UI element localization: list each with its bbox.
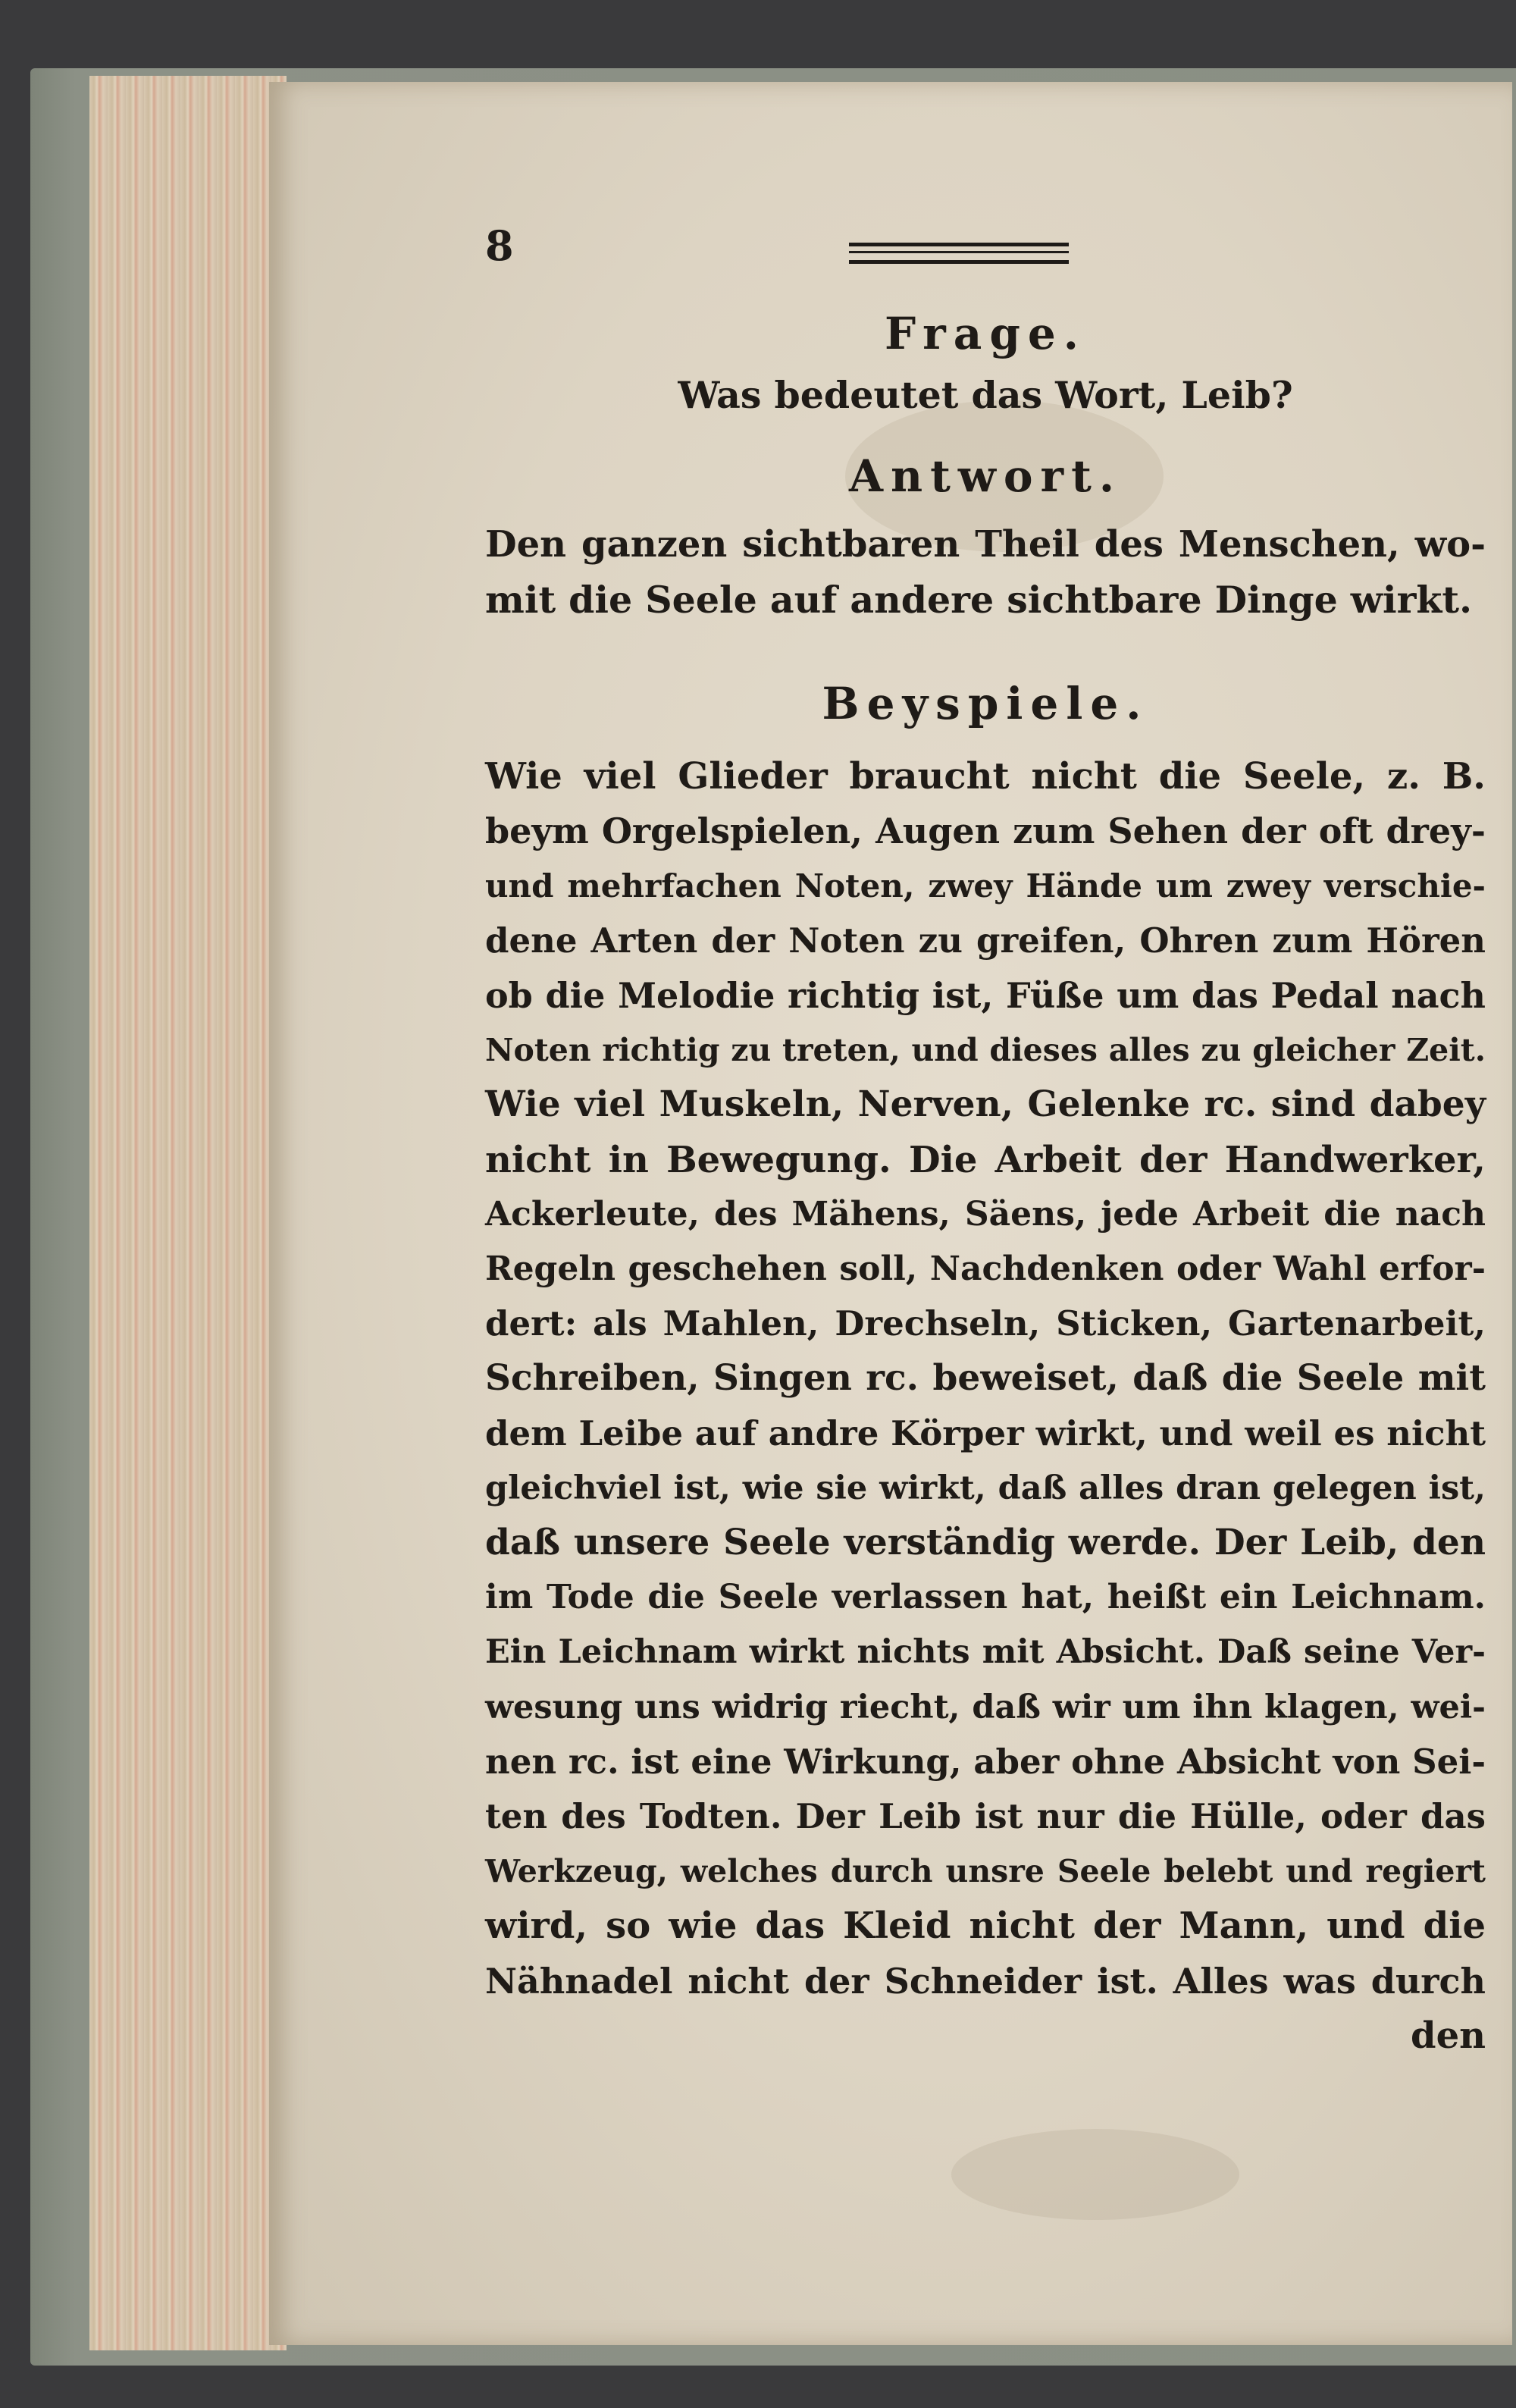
answer-line: mit die Seele auf andere sichtbare Dinge wirkt.	[485, 578, 1473, 622]
page-header	[485, 221, 1281, 282]
text-line: daß unsere Seele verständig werde. Der Leib, den	[485, 1522, 1486, 1564]
text-line: nen rc. ist eine Wirkung, aber ohne Absicht von Sei-	[485, 1741, 1486, 1782]
text-line: wird, so wie das Kleid nicht der Mann, und die	[485, 1905, 1486, 1948]
page-text	[485, 303, 1486, 2063]
text-line: ten des Todten. Der Leib ist nur die Hülle, oder das	[485, 1796, 1486, 1837]
text-line: ob die Melodie richtig ist, Füße um das Pedal nach	[485, 975, 1486, 1017]
text-line: Wie viel Glieder braucht nicht die Seele, z. B.	[485, 755, 1486, 798]
text-line: Schreiben, Singen rc. beweiset, daß die Seele mit	[485, 1357, 1486, 1400]
examples-body	[485, 749, 1486, 2063]
question-text: Was bedeutet das Wort, Leib?	[678, 373, 1293, 417]
text-line: Ackerleute, des Mähens, Säens, jede Arbeit die nach	[485, 1194, 1486, 1234]
text-line: dert: als Mahlen, Drechseln, Sticken, Gartenarbeit,	[485, 1303, 1486, 1344]
text-line: Nähnadel nicht der Schneider ist. Alles was durch	[485, 1960, 1486, 2002]
answer-heading: Antwort.	[848, 450, 1123, 502]
catchword: den	[1411, 2014, 1486, 2057]
text-line: Ein Leichnam wirkt nichts mit Absicht. Daß seine Ver-	[485, 1633, 1486, 1672]
answer-text	[485, 517, 1486, 628]
text-line: Regeln geschehen soll, Nachdenken oder Wahl erfor-	[485, 1249, 1486, 1289]
text-line: und mehrfachen Noten, zwey Hände um zwey verschie-	[485, 867, 1486, 905]
page-stack-edge	[89, 76, 287, 2350]
bleed-through-smudge	[951, 2129, 1239, 2220]
text-line: beym Orgelspielen, Augen zum Sehen der oft drey-	[485, 811, 1486, 852]
question-heading: Frage.	[885, 308, 1086, 359]
examples-heading: Beyspiele.	[822, 678, 1149, 730]
text-line: im Tode die Seele verlassen hat, heißt ein Leichnam.	[485, 1578, 1486, 1617]
header-rule	[849, 243, 1069, 264]
page-number: 8	[485, 221, 514, 270]
text-line: Werkzeug, welches durch unsre Seele belebt und regiert	[485, 1853, 1486, 1890]
text-line: dem Leibe auf andre Körper wirkt, und weil es nicht	[485, 1413, 1486, 1453]
text-line: nicht in Bewegung. Die Arbeit der Handwerker,	[485, 1138, 1486, 1181]
text-line: dene Arten der Noten zu greifen, Ohren zum Hören	[485, 920, 1486, 961]
text-line: Wie viel Muskeln, Nerven, Gelenke rc. sind dabey	[485, 1083, 1486, 1126]
answer-line: Den ganzen sichtbaren Theil des Menschen, wo-	[485, 523, 1486, 566]
text-line: Noten richtig zu treten, und dieses alles zu gleicher Zeit.	[485, 1032, 1486, 1069]
text-line: gleichviel ist, wie sie wirkt, daß alles dran gelegen ist,	[485, 1469, 1486, 1507]
text-line: wesung uns widrig riecht, daß wir um ihn klagen, wei-	[485, 1688, 1486, 1726]
